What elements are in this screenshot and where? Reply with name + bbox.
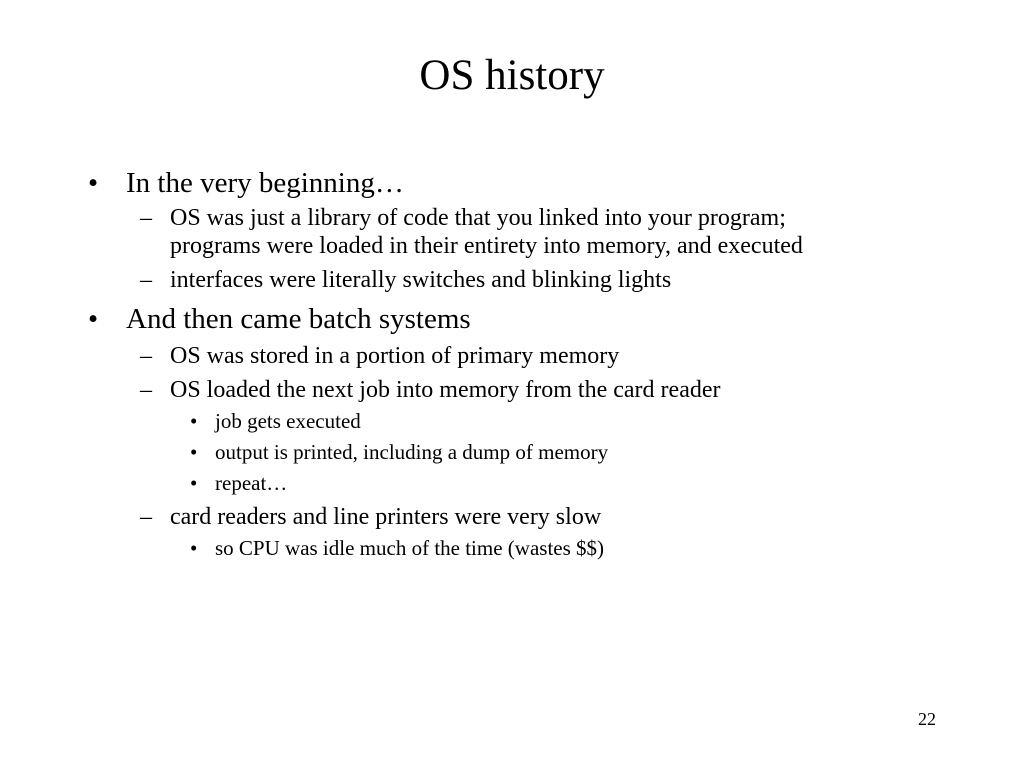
dash-marker: – [140,343,152,369]
bullet-marker: • [190,536,198,560]
sub-sub-bullet-text: job gets executed [215,409,361,433]
slide-title: OS history [419,52,605,99]
dash-marker: – [140,267,152,293]
bullet-marker: • [190,409,198,433]
sub-bullet-text: card readers and line printers were very slow [170,504,602,530]
sub-bullet-text: OS was stored in a portion of primary memory [170,343,620,369]
slide-number: 22 [918,709,936,729]
sub-bullet-text: OS loaded the next job into memory from the card reader [170,377,721,403]
sub-bullet-text-line-2: programs were loaded in their entirety into memory, and executed [170,233,803,259]
bullet-marker: • [190,471,198,495]
bullet-marker: • [88,167,99,199]
bullet-marker: • [190,440,198,464]
dash-marker: – [140,504,152,530]
sub-sub-bullet-text: repeat… [215,471,288,495]
dash-marker: – [140,377,152,403]
dash-marker: – [140,205,152,231]
sub-sub-bullet-text: so CPU was idle much of the time (wastes $$) [215,536,605,560]
bullet-marker: • [88,303,99,335]
sub-sub-bullet-text: output is printed, including a dump of memory [215,440,609,464]
sub-bullet-text: interfaces were literally switches and blinking lights [170,267,672,293]
sub-bullet-text-line-1: OS was just a library of code that you linked into your program; [170,205,786,231]
bullet-text: And then came batch systems [126,303,471,335]
bullet-text: In the very beginning… [126,167,404,199]
